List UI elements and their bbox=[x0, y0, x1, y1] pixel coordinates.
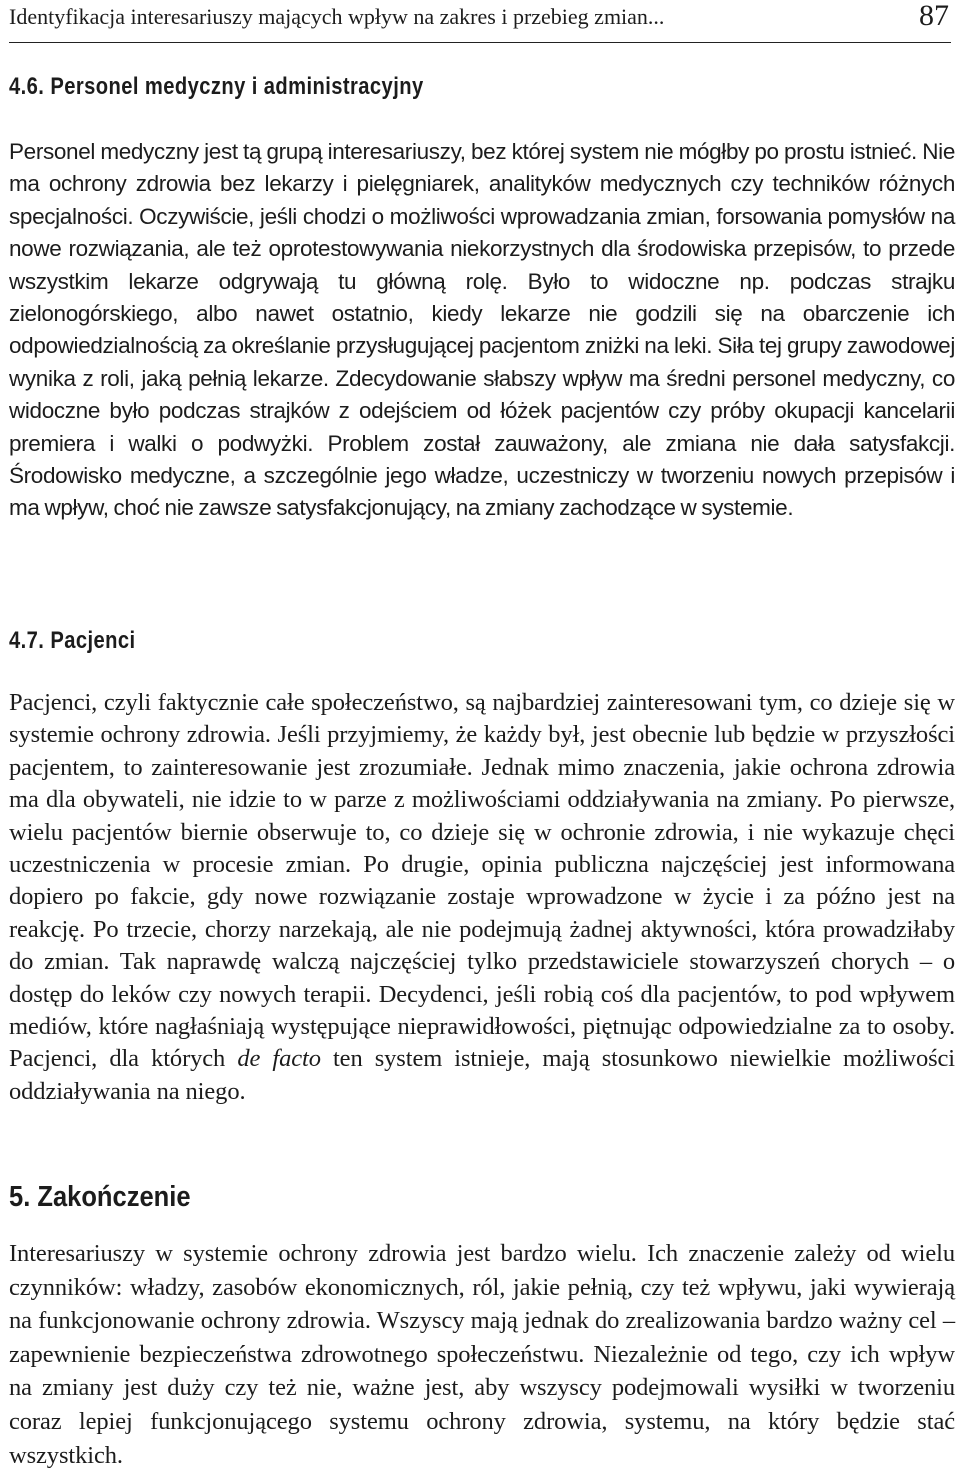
paragraph bbox=[9, 1237, 955, 1472]
paragraph-text: Interesariuszy w systemie ochrony zdrowia jest bardzo wielu. Ich znaczenie zależy od wielu czynników: władzy, zasobów ekonomicznych, ról, jakie pełnią, czy też wpływu, jaki wywierają na funkcjonowanie ochrony zdrowia. Wszyscy mają jednak do zrealizowania bardzo ważny cel – zapewnienie bezpieczeństwa zdrowotnego społeczeństwu. Niezależnie od tego, czy ich wpływ na zmiany jest duży czy też nie, ważne jest, aby wszyscy podejmowali wysiłki w tworzeniu coraz lepiej funkcjonującego systemu ochrony zdrowia, systemu, na który będzie stać wszystkich. bbox=[9, 1240, 955, 1469]
page-number: 87 bbox=[919, 0, 949, 32]
paragraph bbox=[9, 136, 955, 525]
running-header-title: Identyfikacja interesariuszy mających wpływ na zakres i przebieg zmian... bbox=[9, 4, 665, 29]
section-5-body bbox=[9, 1237, 955, 1472]
section-4-6-body bbox=[9, 136, 955, 525]
paragraph-text: Personel medyczny jest tą grupą interesariuszy, bez której system nie mógłby po prostu istnieć. Nie ma ochrony zdrowia bez lekarzy i pielęgniarek, analityków medycznych czy techników różnych specjalności. Oczywiście, jeśli chodzi o możliwości wprowadzania zmian, forsowania pomysłów na nowe rozwiązania, ale też oprotestowywania niekorzystnych dla środowiska przepisów, to przede wszystkim lekarze odgrywają tu główną rolę. Było to widoczne np. podczas strajku zielonogórskiego, albo nawet ostatnio, kiedy lekarze nie godzili się na obarczenie ich odpowiedzialnością za określanie przysługującej pacjentom zniżki na leki. Siła tej grupy zawodowej wynika z roli, jaką pełnią lekarze. Zdecydowanie słabszy wpływ ma średni personel medyczny, co widoczne było podczas strajków z odejściem od łóżek pacjentów czy próby okupacji kancelarii premiera i walki o podwyżki. Problem został zauważony, ale zmiana nie dała satysfakcji. Środowisko medyczne, a szczególnie jego władze, uczestniczy w tworzeniu nowych przepisów i ma wpływ, choć nie zawsze satysfakcjonujący, na zmiany zachodzące w systemie. bbox=[9, 139, 955, 521]
paragraph-text-end: ten system istnieje, mają stosunkowo niewielkie możliwości oddziaływania na niego. bbox=[9, 1045, 956, 1105]
section-heading-4-6: 4.6. Personel medyczny i administracyjny bbox=[9, 73, 424, 100]
running-header bbox=[9, 0, 951, 43]
section-heading-4-7: 4.7. Pacjenci bbox=[9, 627, 136, 654]
paragraph bbox=[9, 687, 955, 1108]
paragraph-italic-phrase: de facto bbox=[237, 1045, 321, 1073]
section-4-7-body bbox=[9, 687, 955, 1108]
section-heading-5: 5. Zakończenie bbox=[9, 1181, 191, 1213]
paragraph-text: Pacjenci, czyli faktycznie całe społeczeństwo, są najbardziej zainteresowani tym, co dzieje się w systemie ochrony zdrowia. Jeśli przyjmiemy, że każdy był, jest obecnie lub będzie w przyszłości pacjentem, to zainteresowanie jest zrozumiałe. Jednak mimo znaczenia, jakie ochrona zdrowia ma dla obywateli, nie idzie to w parze z możliwościami oddziaływania na zmiany. Po pierwsze, wielu pacjentów biernie obserwuje to, co dzieje się w ochronie zdrowia, i nie wykazuje chęci uczestniczenia w procesie zmian. Po drugie, opinia publiczna najczęściej jest informowana dopiero po fakcie, gdy nowe rozwiązanie zostaje wprowadzone w życie i za późno jest na reakcję. Po trzecie, chorzy narzekają, ale nie podejmują żadnej aktywności, która prowadziłaby do zmian. Tak naprawdę walczą najczęściej tylko przedstawiciele stowarzyszeń chorych – o dostęp do leków czy nowych terapii. Decydenci, jeśli robią coś dla pacjentów, to pod wpływem mediów, które nagłaśniają występujące nieprawidłowości, piętnując odpowiedzialne za to osoby. Pacjenci, dla których bbox=[9, 689, 955, 1073]
